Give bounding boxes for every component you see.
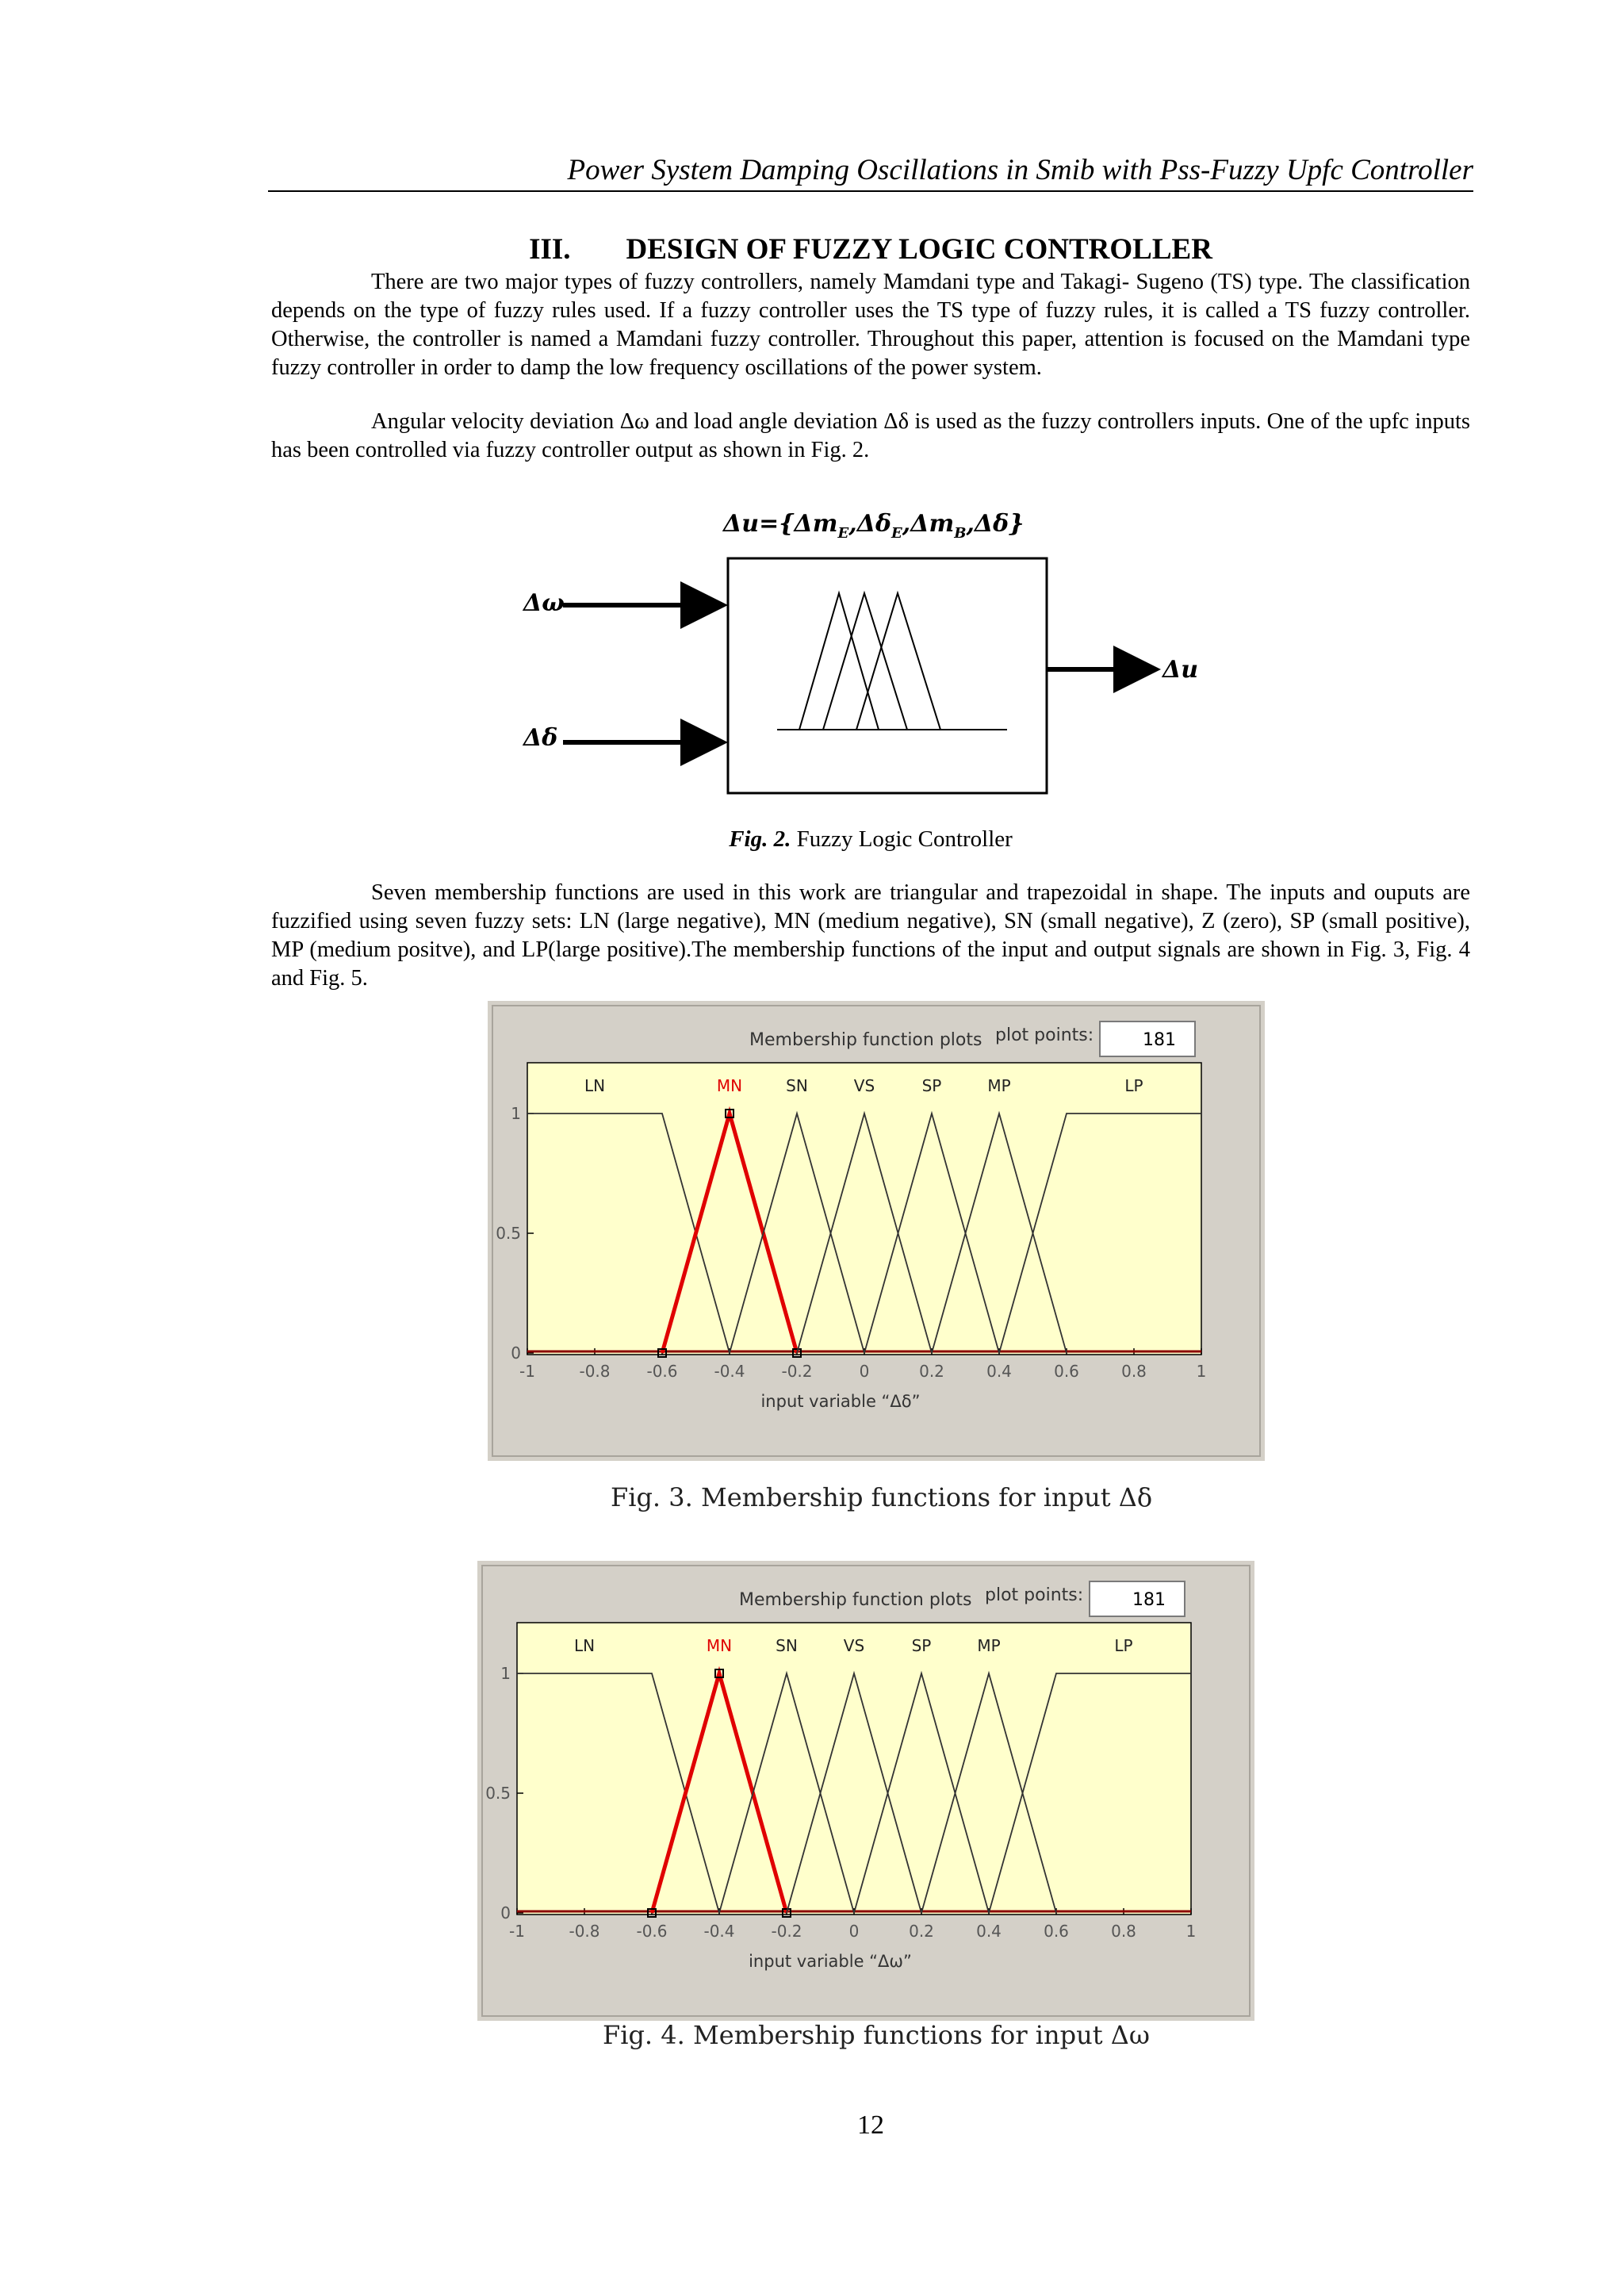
mf-panel-title: Membership function plots — [739, 1590, 972, 1610]
x-tick-label: 0.2 — [909, 1922, 934, 1941]
fig2-controller-box — [728, 558, 1047, 793]
paragraph-2 — [271, 408, 1470, 465]
x-tick-label: -1 — [519, 1362, 535, 1381]
fig2-output-label: Δu — [1162, 656, 1199, 684]
plot-points-label: plot points: — [995, 1025, 1094, 1045]
x-tick-label: 0.4 — [976, 1922, 1002, 1941]
fig2-input-dw-label: Δω — [523, 589, 565, 617]
paragraph-2-text: Angular velocity deviation Δω and load angle deviation Δδ is used as the fuzzy controllers inputs. One of the upfc inputs has been controlled via fuzzy controller output as shown in Fig. 2. — [271, 409, 1470, 462]
x-tick-label: 0.8 — [1121, 1362, 1147, 1381]
mf-label-lp: LP — [1114, 1636, 1133, 1655]
x-tick-label: -0.6 — [646, 1362, 678, 1381]
fig2-block-diagram — [508, 492, 1221, 825]
y-tick-label: 1 — [511, 1104, 521, 1123]
x-axis-label: input variable “Δδ” — [760, 1392, 921, 1411]
section-heading — [268, 232, 1473, 268]
running-header: Power System Damping Oscillations in Smib with Pss-Fuzzy Upfc Controller — [567, 154, 1473, 186]
header-rule — [268, 190, 1473, 192]
x-axis-label: input variable “Δω” — [749, 1952, 912, 1971]
x-tick-label: 1 — [1196, 1362, 1207, 1381]
mf-label-sp: SP — [921, 1076, 942, 1095]
mf-label-sn: SN — [786, 1076, 808, 1095]
x-tick-label: -0.2 — [771, 1922, 802, 1941]
x-tick-label: -0.8 — [569, 1922, 600, 1941]
fig2-input-dd-label: Δδ — [523, 724, 558, 752]
x-tick-label: -0.4 — [714, 1362, 745, 1381]
x-tick-label: 0.2 — [919, 1362, 944, 1381]
mf-plot-area — [517, 1623, 1191, 1915]
mf-plot-area — [527, 1063, 1201, 1355]
fig4-mf-panel — [477, 1561, 1254, 2021]
paragraph-3-text: Seven membership functions are used in this work are triangular and trapezoidal in shape. The inputs and ouputs are fuzzified using seven fuzzy sets: LN (large negative), MN (medium negative), SN (small negative), Z (zero), SP (small positive), MP (medium positve), and LP(large positive).The membership functions of the input and output signals are shown in Fig. 3, Fig. 4 and Fig. 5. — [271, 880, 1470, 991]
fig3-caption: Fig. 3. Membership functions for input Δδ — [611, 1482, 1153, 1512]
mf-label-ln: LN — [584, 1076, 606, 1095]
x-tick-label: -0.4 — [703, 1922, 735, 1941]
x-tick-label: -1 — [509, 1922, 525, 1941]
mf-label-vs: VS — [853, 1076, 875, 1095]
x-tick-label: -0.6 — [636, 1922, 668, 1941]
fig2-caption — [268, 825, 1473, 853]
mf-label-mn: MN — [706, 1636, 733, 1655]
paragraph-3 — [271, 879, 1470, 993]
x-tick-label: 0 — [848, 1922, 860, 1941]
section-title: DESIGN OF FUZZY LOGIC CONTROLLER — [626, 233, 1212, 266]
fig2-output-set-label: $\Delta u=\{\Delta m_E,\Delta\delta_E,\Delta m_B,\Delta\delta\}$ — [723, 510, 1025, 542]
mf-label-ln: LN — [573, 1636, 596, 1655]
mf-label-mn: MN — [716, 1076, 743, 1095]
mf-chart-svg — [488, 1001, 1265, 1461]
mf-panel-title: Membership function plots — [749, 1030, 982, 1050]
paragraph-1-text: There are two major types of fuzzy controllers, namely Mamdani type and Takagi- Sugeno (TS) type. The classification depends on the type of fuzzy rules used. If a fuzzy controller uses the TS type of fuzzy rules, it is called a TS fuzzy controller. Otherwise, the controller is named a Mamdani fuzzy controller. Throughout this paper, attention is focused on the Mamdani type fuzzy controller in order to damp the low frequency oscillations of the power system. — [271, 270, 1470, 380]
plot-points-value: 181 — [1143, 1030, 1176, 1050]
mf-chart-svg — [477, 1561, 1254, 2021]
mf-label-mp: MP — [987, 1076, 1011, 1095]
y-tick-label: 0.5 — [496, 1224, 521, 1243]
x-tick-label: 0.8 — [1111, 1922, 1136, 1941]
mf-label-sp: SP — [911, 1636, 932, 1655]
plot-points-value: 181 — [1132, 1590, 1166, 1610]
y-tick-label: 0.5 — [485, 1784, 511, 1803]
x-tick-label: -0.2 — [781, 1362, 813, 1381]
mf-label-lp: LP — [1124, 1076, 1143, 1095]
mf-label-vs: VS — [843, 1636, 865, 1655]
mf-label-sn: SN — [776, 1636, 798, 1655]
fig3-mf-panel — [488, 1001, 1265, 1461]
x-tick-label: 0.6 — [1044, 1922, 1069, 1941]
fig2-caption-text: Fuzzy Logic Controller — [796, 826, 1013, 852]
paragraph-1 — [271, 268, 1470, 382]
plot-points-label: plot points: — [985, 1585, 1084, 1605]
y-tick-label: 0 — [511, 1343, 521, 1363]
x-tick-label: 1 — [1185, 1922, 1197, 1941]
mf-label-mp: MP — [977, 1636, 1001, 1655]
section-number: III. — [529, 233, 571, 266]
x-tick-label: -0.8 — [579, 1362, 611, 1381]
x-tick-label: 0 — [859, 1362, 870, 1381]
y-tick-label: 1 — [500, 1664, 511, 1683]
x-tick-label: 0.4 — [986, 1362, 1012, 1381]
fig2-caption-label: Fig. 2. — [729, 826, 791, 852]
page-number: 12 — [857, 2110, 884, 2140]
y-tick-label: 0 — [500, 1903, 511, 1922]
x-tick-label: 0.6 — [1054, 1362, 1079, 1381]
fig4-caption: Fig. 4. Membership functions for input Δω — [603, 2020, 1150, 2050]
